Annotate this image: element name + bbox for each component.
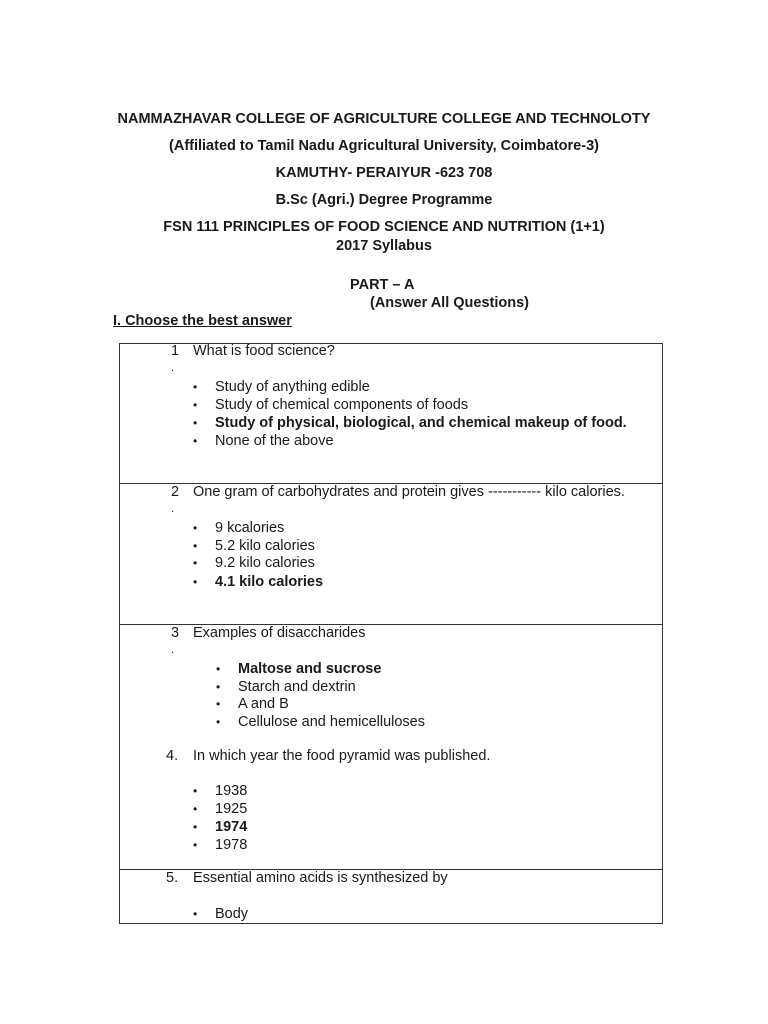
- bullet-icon: •: [193, 802, 198, 816]
- option-1c-answer: • Study of physical, biological, and chemical makeup of food.: [193, 415, 627, 431]
- option-1a: • Study of anything edible: [193, 379, 370, 395]
- option-2b: • 5.2 kilo calories: [193, 538, 315, 554]
- syllabus: 2017 Syllabus: [336, 238, 432, 254]
- question-text: Examples of disaccharides: [193, 625, 366, 641]
- option-2a: • 9 kcalories: [193, 520, 285, 536]
- question-number-dot: .: [171, 644, 175, 656]
- option-3c: • A and B: [216, 696, 289, 712]
- question-text: In which year the food pyramid was published.: [193, 748, 491, 764]
- question-row-1: [119, 343, 663, 484]
- affiliation: (Affiliated to Tamil Nadu Agricultural University, Coimbatore-3): [169, 138, 599, 154]
- option-4d: • 1978: [193, 837, 248, 853]
- bullet-icon: •: [193, 575, 198, 589]
- question-number: 4.: [166, 748, 179, 764]
- question-number: 1: [171, 343, 180, 359]
- bullet-icon: •: [193, 416, 198, 430]
- question-text: What is food science?: [193, 343, 335, 359]
- section-heading: I. Choose the best answer: [113, 313, 292, 329]
- bullet-icon: •: [193, 907, 198, 921]
- address: KAMUTHY- PERAIYUR -623 708: [275, 165, 493, 181]
- option-2c: • 9.2 kilo calories: [193, 555, 315, 571]
- college-name: NAMMAZHAVAR COLLEGE OF AGRICULTURE COLLEGE AND TECHNOLOTY: [117, 111, 651, 127]
- option-2d-answer: • 4.1 kilo calories: [193, 574, 324, 590]
- question-number-dot: .: [171, 362, 175, 374]
- question-text: Essential amino acids is synthesized by: [193, 870, 448, 886]
- option-1d: • None of the above: [193, 433, 334, 449]
- bullet-icon: •: [193, 556, 198, 570]
- bullet-icon: •: [193, 521, 198, 535]
- option-1b: • Study of chemical components of foods: [193, 397, 469, 413]
- option-5a: • Body: [193, 906, 249, 922]
- option-4b: • 1925: [193, 801, 248, 817]
- bullet-icon: •: [193, 398, 198, 412]
- question-text: One gram of carbohydrates and protein gives ----------- kilo calories.: [193, 484, 625, 500]
- bullet-icon: •: [193, 784, 198, 798]
- option-4c-answer: • 1974: [193, 819, 248, 835]
- bullet-icon: •: [216, 662, 221, 676]
- bullet-icon: •: [193, 434, 198, 448]
- bullet-icon: •: [216, 697, 221, 711]
- question-number-dot: .: [171, 503, 175, 515]
- option-3a-answer: • Maltose and sucrose: [216, 661, 382, 677]
- programme: B.Sc (Agri.) Degree Programme: [275, 192, 493, 208]
- bullet-icon: •: [216, 680, 221, 694]
- course-title: FSN 111 PRINCIPLES OF FOOD SCIENCE AND NUTRITION (1+1): [163, 219, 605, 235]
- question-row-2: [119, 483, 663, 625]
- bullet-icon: •: [216, 715, 221, 729]
- bullet-icon: •: [193, 539, 198, 553]
- bullet-icon: •: [193, 380, 198, 394]
- question-number: 2: [171, 484, 180, 500]
- question-number: 3: [171, 625, 180, 641]
- question-number: 5.: [166, 870, 179, 886]
- option-3b: • Starch and dextrin: [216, 679, 356, 695]
- option-3d: • Cellulose and hemicelluloses: [216, 714, 425, 730]
- bullet-icon: •: [193, 820, 198, 834]
- option-4a: • 1938: [193, 783, 248, 799]
- part-instruction: (Answer All Questions): [370, 295, 529, 311]
- part-title: PART – A: [350, 277, 415, 293]
- bullet-icon: •: [193, 838, 198, 852]
